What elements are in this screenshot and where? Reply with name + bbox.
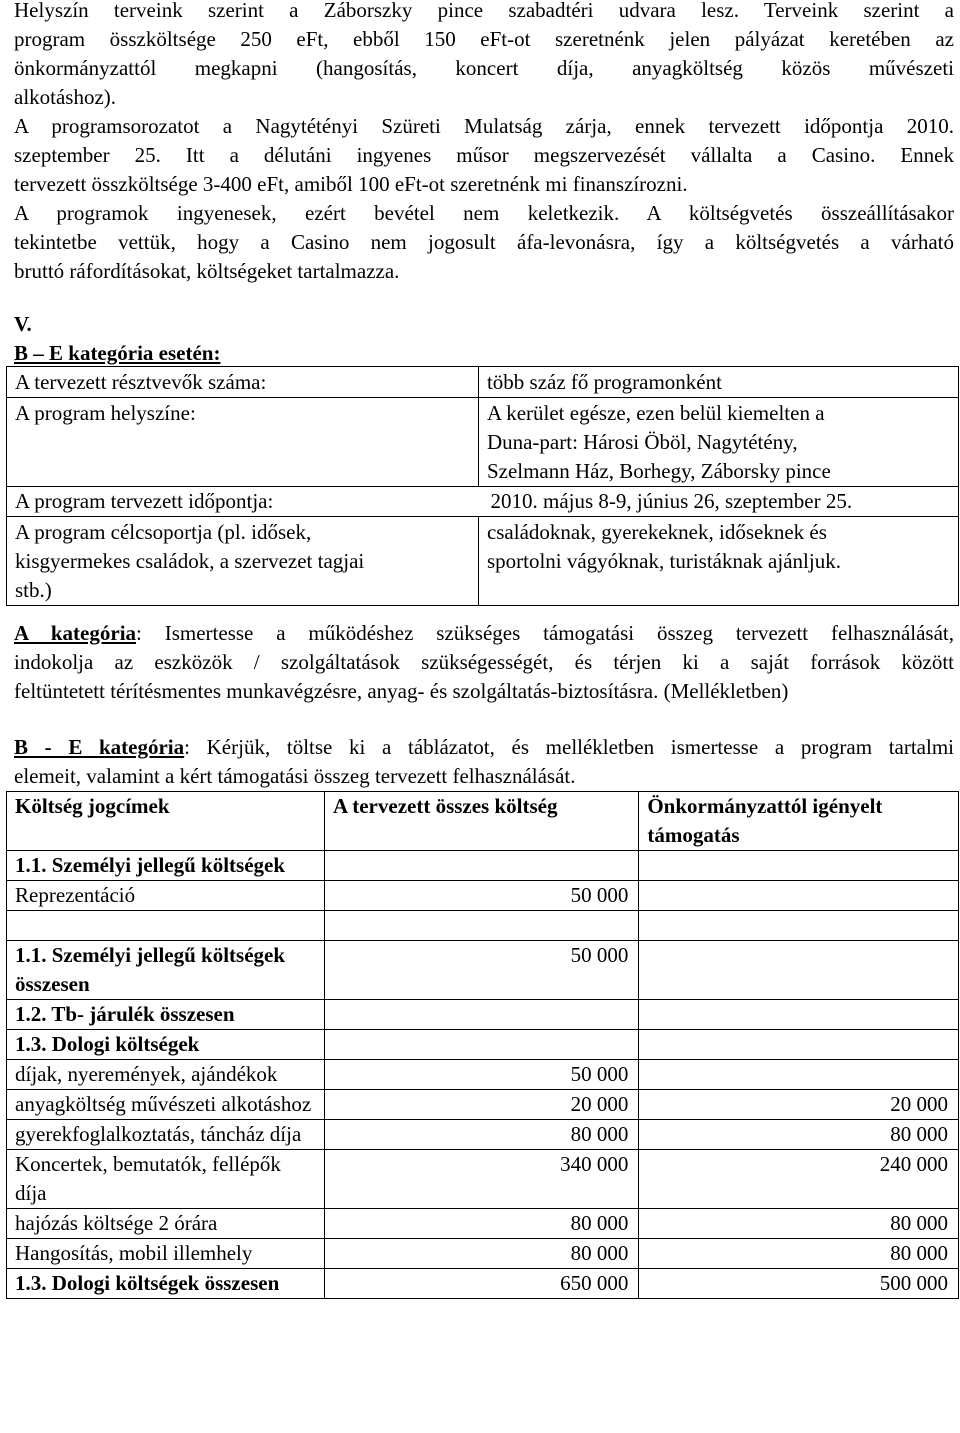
info-label: A program tervezett időpontja: [15, 489, 274, 513]
info-label: A tervezett résztvevők száma: [7, 367, 479, 398]
table-row [7, 517, 959, 606]
info-row-merged [7, 487, 959, 517]
a-category-line: indokolja az eszközök / szolgáltatások szükségességét, és térjen ki a saját források között [14, 650, 954, 674]
a-category-text: : Ismertesse a működéshez szükséges támogatási összeg tervezett felhasználását, [136, 621, 954, 645]
a-category-paragraph [14, 619, 954, 706]
info-value-line: Duna-part: Hárosi Öböl, Nagytétény, [486, 430, 798, 454]
info-value [478, 517, 958, 606]
cost-item-label: gyerekfoglalkoztatás, táncház díja [7, 1120, 325, 1150]
cost-item-label: 1.1. Személyi jellegű költségek összesen [7, 941, 325, 1000]
requested-support-value [639, 941, 959, 1000]
info-value-line: Szelmann Ház, Borhegy, Záborsky pince [486, 459, 831, 483]
table-row [7, 1150, 959, 1209]
info-value: 2010. május 8-9, június 26, szeptember 25. [490, 489, 853, 513]
info-value [478, 398, 958, 487]
total-cost-value: 80 000 [324, 1120, 638, 1150]
be-category-text: : Kérjük, töltse ki a táblázatot, és mellékletben ismertesse a program tartalmi [184, 735, 954, 759]
table-row [7, 487, 959, 517]
table-row [7, 1060, 959, 1090]
intro-line: alkotáshoz). [14, 85, 117, 109]
intro-line: szeptember 25. Itt a délutáni ingyenes műsor megszervezését vállalta a Casino. Ennek [14, 143, 954, 167]
requested-support-value [639, 851, 959, 881]
intro-line: tekintetbe vettük, hogy a Casino nem jogosult áfa-levonásra, így a költségvetés a várható [14, 230, 954, 254]
table-row [7, 1209, 959, 1239]
cost-item-label: 1.1. Személyi jellegű költségek [7, 851, 325, 881]
cost-item-label: hajózás költsége 2 órára [7, 1209, 325, 1239]
requested-support-value: 500 000 [639, 1269, 959, 1299]
be-category-line [14, 733, 954, 762]
info-value-line: több száz fő programonként [486, 370, 722, 394]
total-cost-value: 20 000 [324, 1090, 638, 1120]
cost-header-row [7, 792, 959, 851]
table-row [7, 398, 959, 487]
a-category-line: feltüntetett térítésmentes munkavégzésre, anyag- és szolgáltatás-biztosításra. (Mellékletben) [14, 679, 789, 703]
table-row [7, 1239, 959, 1269]
table-row [7, 1269, 959, 1299]
info-label [7, 517, 479, 606]
requested-support-value: 240 000 [639, 1150, 959, 1209]
table-row [7, 851, 959, 881]
info-value-line: A kerület egésze, ezen belül kiemelten a [486, 401, 825, 425]
be-category-line: elemeit, valamint a kért támogatási összeg tervezett felhasználását. [14, 764, 576, 788]
total-cost-value [324, 1030, 638, 1060]
cost-item-label: díjak, nyeremények, ajándékok [7, 1060, 325, 1090]
total-cost-value: 650 000 [324, 1269, 638, 1299]
table-row [7, 911, 959, 941]
intro-line: A programok ingyenesek, ezért bevétel nem keletkezik. A költségvetés összeállításakor [14, 201, 954, 225]
table-row [7, 1120, 959, 1150]
total-cost-value: 80 000 [324, 1209, 638, 1239]
cost-item-label: Koncertek, bemutatók, fellépők díja [7, 1150, 325, 1209]
cost-item-label: Hangosítás, mobil illemhely [7, 1239, 325, 1269]
table-row [7, 1000, 959, 1030]
intro-line: program összköltsége 250 eFt, ebből 150 eFt-ot szeretnénk jelen pályázat keretében az [14, 27, 954, 51]
requested-support-value: 20 000 [639, 1090, 959, 1120]
requested-support-value [639, 911, 959, 941]
info-label-line: A program célcsoportja (pl. idősek, [15, 520, 312, 544]
section-number: V. [14, 312, 32, 336]
intro-line: tervezett összköltsége 3-400 eFt, amiből 100 eFt-ot szeretnénk mi finanszírozni. [14, 172, 688, 196]
cost-item-label: 1.2. Tb- járulék összesen [7, 1000, 325, 1030]
intro-line: önkormányzattól megkapni (hangosítás, koncert díja, anyagköltség közös művészeti [14, 56, 954, 80]
header-cost-item: Költség jogcímek [7, 792, 325, 851]
cost-item-label: Reprezentáció [7, 881, 325, 911]
info-value-line: családoknak, gyerekeknek, időseknek és [486, 520, 827, 544]
section-heading: B – E kategória esetén: [14, 341, 221, 365]
total-cost-value [324, 1000, 638, 1030]
cost-table [6, 791, 959, 1299]
requested-support-value [639, 881, 959, 911]
cost-item-label [7, 911, 325, 941]
total-cost-value: 50 000 [324, 1060, 638, 1090]
info-label-line: kisgyermekes családok, a szervezet tagjai [15, 549, 365, 573]
requested-support-value [639, 1000, 959, 1030]
info-value [478, 367, 958, 398]
requested-support-value: 80 000 [639, 1239, 959, 1269]
info-label-line: stb.) [15, 578, 52, 602]
table-row [7, 1030, 959, 1060]
requested-support-value [639, 1030, 959, 1060]
cost-table-body [7, 851, 959, 1299]
total-cost-value [324, 911, 638, 941]
requested-support-value: 80 000 [639, 1120, 959, 1150]
cost-item-label: 1.3. Dologi költségek összesen [7, 1269, 325, 1299]
program-info-table [6, 366, 959, 606]
intro-line: bruttó ráfordításokat, költségeket tartalmazza. [14, 259, 400, 283]
table-row [7, 881, 959, 911]
total-cost-value: 340 000 [324, 1150, 638, 1209]
header-requested-support: Önkormányzattól igényelt támogatás [639, 792, 959, 851]
cost-item-label: 1.3. Dologi költségek [7, 1030, 325, 1060]
be-category-label: B - E kategória [14, 735, 185, 759]
info-label: A program helyszíne: [7, 398, 479, 487]
header-total-cost: A tervezett összes költség [324, 792, 638, 851]
total-cost-value: 50 000 [324, 941, 638, 1000]
requested-support-value [639, 1060, 959, 1090]
table-row [7, 941, 959, 1000]
a-category-label: A kategória [14, 621, 137, 645]
be-category-paragraph [14, 733, 954, 791]
cost-item-label: anyagköltség művészeti alkotáshoz [7, 1090, 325, 1120]
intro-line: A programsorozatot a Nagytétényi Szüreti Mulatság zárja, ennek tervezett időpontja 2010. [14, 114, 954, 138]
total-cost-value: 80 000 [324, 1239, 638, 1269]
table-row [7, 1090, 959, 1120]
intro-line: Helyszín terveink szerint a Záborszky pince szabadtéri udvara lesz. Terveink szerint a [14, 0, 954, 22]
intro-paragraph [14, 0, 954, 286]
info-value-line: sportolni vágyóknak, turistáknak ajánljuk. [486, 549, 841, 573]
requested-support-value: 80 000 [639, 1209, 959, 1239]
total-cost-value: 50 000 [324, 881, 638, 911]
a-category-line [14, 619, 954, 648]
table-row [7, 367, 959, 398]
total-cost-value [324, 851, 638, 881]
